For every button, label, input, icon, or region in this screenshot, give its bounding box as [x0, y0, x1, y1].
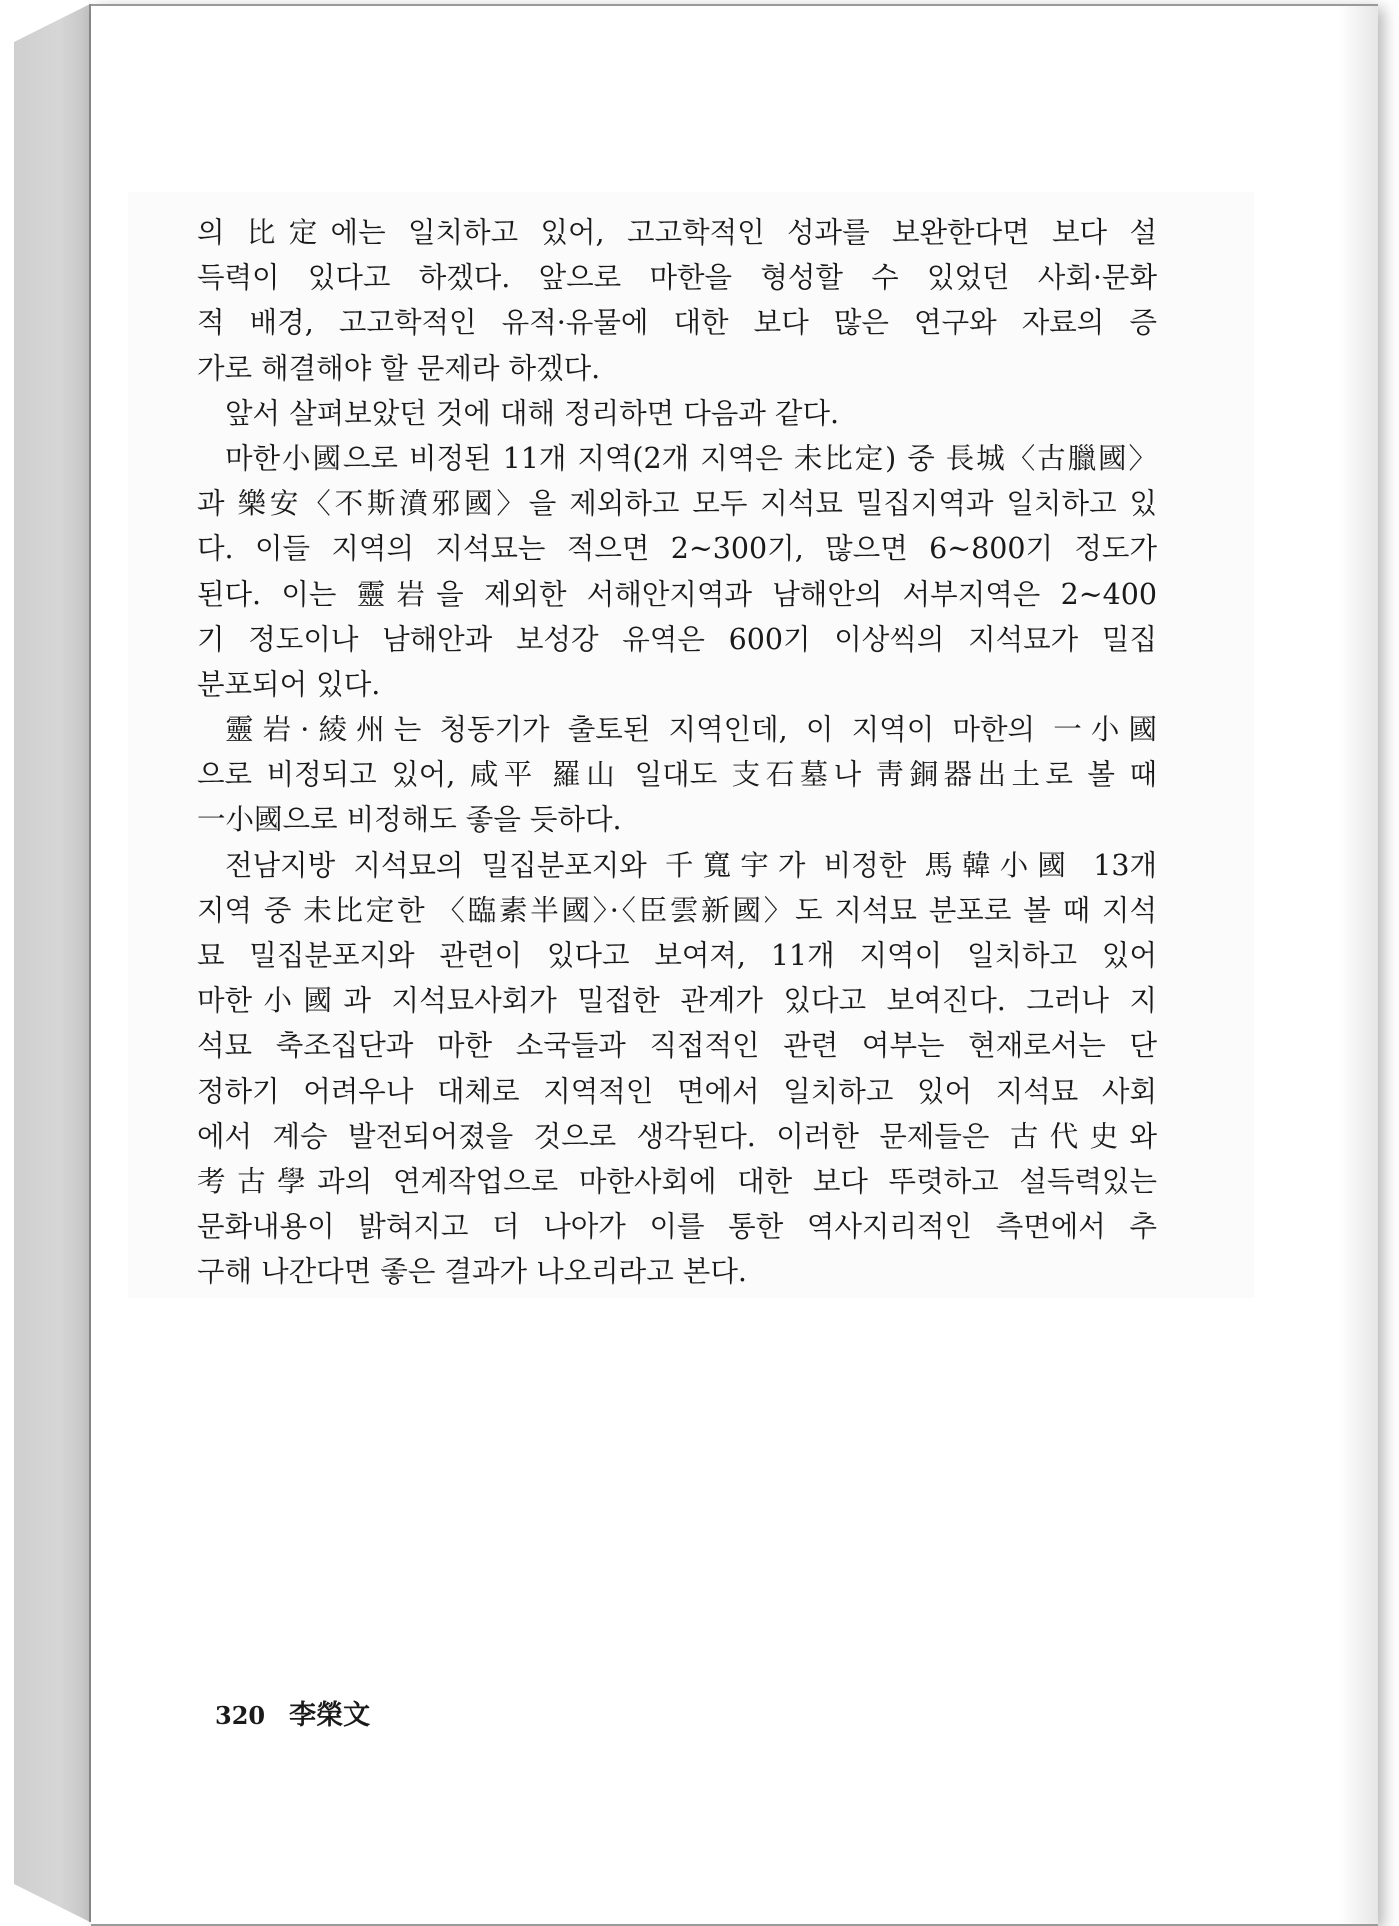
text-line: 구해 나간다면 좋은 결과가 나오리라고 본다. [197, 1255, 747, 1289]
text-line: 기 정도이나 남해안과 보성강 유역은 600기 이상씩의 지석묘가 밀집 [197, 622, 1157, 656]
text-line: 마한小國으로 비정된 11개 지역(2개 지역은 未比定) 중 長城〈古臘國〉 [225, 441, 1157, 475]
text-line: 의 比定에는 일치하고 있어, 고고학적인 성과를 보완한다면 보다 설 [197, 216, 1157, 249]
text-line: 과 樂安〈不斯濆邪國〉을 제외하고 모두 지석묘 밀집지역과 일치하고 있 [197, 487, 1157, 521]
text-line: 앞서 살펴보았던 것에 대해 정리하면 다음과 같다. [225, 396, 840, 430]
author-name: 李榮文 [289, 1700, 371, 1731]
body-text [197, 210, 1157, 1295]
text-line: 가로 해결해야 할 문제라 하겠다. [197, 351, 601, 385]
page-edge-shadow [1338, 6, 1378, 1924]
text-line: 묘 밀집분포지와 관련이 있다고 보여져, 11개 지역이 일치하고 있어 [197, 939, 1157, 972]
book-spine [14, 4, 90, 1922]
text-line: 전남지방 지석묘의 밀집분포지와 千寬宇가 비정한 馬韓小國 13개 [225, 848, 1157, 882]
text-line: 지역 중 未比定한 〈臨素半國〉·〈臣雲新國〉도 지석묘 분포로 볼 때 지석 [197, 893, 1157, 927]
text-line: 적 배경, 고고학적인 유적·유물에 대한 보다 많은 연구와 자료의 증 [197, 306, 1157, 340]
text-line: 으로 비정되고 있어, 咸平 羅山 일대도 支石墓나 靑銅器出土로 볼 때 [197, 758, 1157, 792]
page-footer [215, 1693, 370, 1732]
text-line: 에서 계승 발전되어졌을 것으로 생각된다. 이러한 문제들은 古代史와 [197, 1119, 1157, 1153]
text-line: 정하기 어려우나 대체로 지역적인 면에서 일치하고 있어 지석묘 사회 [197, 1074, 1157, 1108]
text-line: 된다. 이는 靈岩을 제외한 서해안지역과 남해안의 서부지역은 2~400 [197, 577, 1157, 611]
text-line: 다. 이들 지역의 지석묘는 적으면 2~300기, 많으면 6~800기 정도가 [197, 532, 1157, 566]
text-line: 득력이 있다고 하겠다. 앞으로 마한을 형성할 수 있었던 사회·문화 [197, 261, 1157, 295]
page-number: 320 [215, 1701, 266, 1730]
text-line: 마한小國과 지석묘사회가 밀접한 관계가 있다고 보여진다. 그러나 지 [197, 984, 1157, 1018]
text-line: 분포되어 있다. [197, 667, 381, 701]
text-line: 考古學과의 연계작업으로 마한사회에 대한 보다 뚜렷하고 설득력있는 [197, 1164, 1157, 1198]
text-line: 문화내용이 밝혀지고 더 나아가 이를 통한 역사지리적인 측면에서 추 [197, 1210, 1157, 1244]
text-line: 석묘 축조집단과 마한 소국들과 직접적인 관련 여부는 현재로서는 단 [197, 1029, 1157, 1063]
text-line: 靈岩·綾州는 청동기가 출토된 지역인데, 이 지역이 마한의 一小國 [225, 713, 1157, 747]
text-line: 一小國으로 비정해도 좋을 듯하다. [197, 803, 622, 837]
